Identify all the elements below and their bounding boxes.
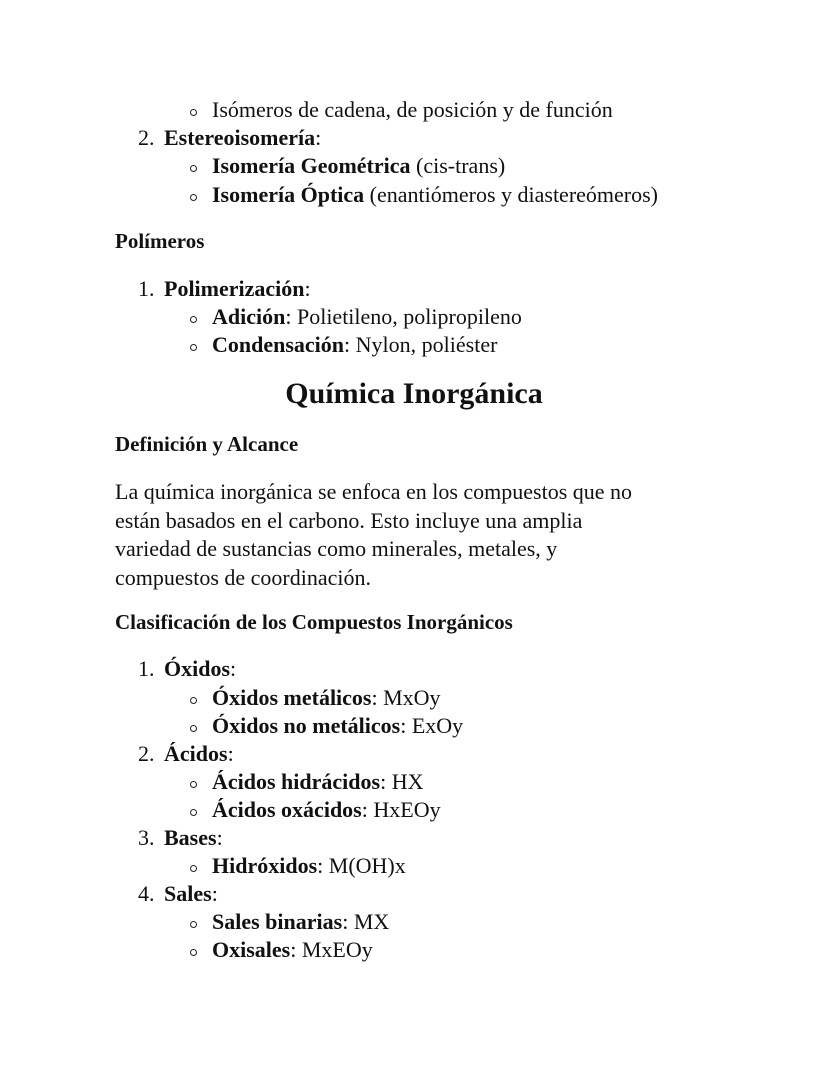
list-bullet xyxy=(190,949,197,956)
list-item-rest: : M(OH)x xyxy=(317,853,406,878)
list-item-text xyxy=(212,768,423,796)
list-item-rest: : MxEOy xyxy=(290,937,373,962)
list-item-label: Sales xyxy=(164,881,212,906)
list-item-heading xyxy=(164,880,218,908)
list-number: 2. xyxy=(138,125,155,150)
list-item-bold: Isomería Óptica xyxy=(212,182,365,207)
list-bullet xyxy=(190,921,197,928)
list-item-bold: Ácidos hidrácidos xyxy=(212,769,381,794)
list-number: 4. xyxy=(138,881,155,906)
list-item-label: Óxidos xyxy=(164,656,231,681)
list-item-bold: Oxisales xyxy=(212,937,291,962)
list-item-heading xyxy=(164,824,223,852)
list-bullet xyxy=(190,781,197,788)
list-bullet xyxy=(190,809,197,816)
list-number: 3. xyxy=(138,825,155,850)
list-item-rest: : MX xyxy=(342,909,390,934)
list-item-colon: : xyxy=(227,741,234,766)
list-item-bold: Isomería Geométrica xyxy=(212,153,411,178)
list-bullet xyxy=(190,165,197,172)
list-item-colon: : xyxy=(211,881,218,906)
list-item-rest: : Nylon, poliéster xyxy=(344,332,498,357)
list-item-colon: : xyxy=(304,276,311,301)
list-bullet xyxy=(190,316,197,323)
list-item-label: Bases xyxy=(164,825,217,850)
paragraph-line: compuestos de coordinación. xyxy=(115,564,371,590)
list-item-label: Ácidos xyxy=(164,741,228,766)
list-item-heading xyxy=(164,740,234,768)
list-item-colon: : xyxy=(216,825,223,850)
list-item-text xyxy=(212,796,441,824)
list-item-text xyxy=(212,684,441,712)
list-item-text xyxy=(212,152,505,180)
list-item-bold: Óxidos no metálicos xyxy=(212,713,401,738)
list-item-bold: Adición xyxy=(212,304,286,329)
list-bullet xyxy=(190,194,197,201)
list-item-bold: Óxidos metálicos xyxy=(212,685,372,710)
subsection-heading-clasificacion: Clasificación de los Compuestos Inorgánicos xyxy=(115,610,513,634)
list-item-text xyxy=(212,181,658,209)
list-item-label: Polimerización xyxy=(164,276,305,301)
list-item-bold: Condensación xyxy=(212,332,345,357)
list-item-rest: : ExOy xyxy=(400,713,464,738)
list-item-heading xyxy=(164,655,236,683)
list-bullet xyxy=(190,109,197,116)
list-item-colon: : xyxy=(230,656,237,681)
list-bullet xyxy=(190,725,197,732)
list-bullet xyxy=(190,344,197,351)
list-item-text xyxy=(212,936,373,964)
list-item-label: Estereoisomería xyxy=(164,125,316,150)
paragraph-line: variedad de sustancias como minerales, metales, y xyxy=(115,536,558,561)
list-item-bold: Hidróxidos xyxy=(212,853,318,878)
definition-paragraph xyxy=(115,478,715,592)
list-item-bold: Ácidos oxácidos xyxy=(212,797,362,822)
list-item-text: Isómeros de cadena, de posición y de función xyxy=(212,97,613,122)
subsection-heading-definicion: Definición y Alcance xyxy=(115,432,299,456)
list-item-rest: (enantiómeros y diastereómeros) xyxy=(364,182,658,207)
list-item-text xyxy=(212,852,406,880)
list-item-text xyxy=(212,908,389,936)
list-item-rest: : Polietileno, polipropileno xyxy=(285,304,522,329)
list-item-text xyxy=(212,331,497,359)
list-item-bold: Sales binarias xyxy=(212,909,343,934)
paragraph-line: La química inorgánica se enfoca en los compuestos que no xyxy=(115,479,633,504)
list-item-text xyxy=(212,303,522,331)
list-item-heading xyxy=(164,124,321,152)
list-item-rest: : HxEOy xyxy=(361,797,441,822)
list-number: 1. xyxy=(138,656,155,681)
list-item-heading xyxy=(164,275,311,303)
section-title: Química Inorgánica xyxy=(285,377,543,410)
list-number: 1. xyxy=(138,276,155,301)
list-bullet xyxy=(190,865,197,872)
list-item-rest: : HX xyxy=(380,769,424,794)
paragraph-line: están basados en el carbono. Esto incluye una amplia xyxy=(115,507,583,533)
list-item-text xyxy=(212,712,463,740)
list-item-rest: : MxOy xyxy=(371,685,441,710)
section-heading-polimeros: Polímeros xyxy=(115,229,205,253)
list-bullet xyxy=(190,697,197,704)
list-number: 2. xyxy=(138,741,155,766)
list-item-colon: : xyxy=(315,125,322,150)
list-item-rest: (cis-trans) xyxy=(410,153,506,178)
